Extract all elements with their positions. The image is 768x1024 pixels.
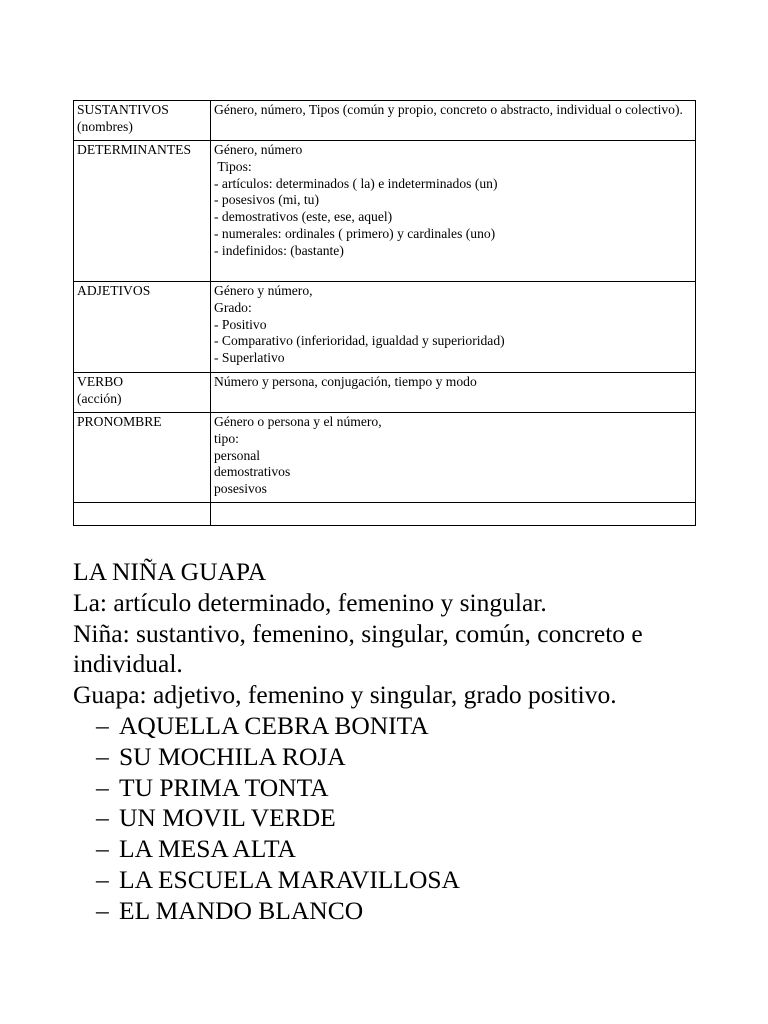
dash-bullet: – xyxy=(96,772,109,802)
category-line: ADJETIVOS xyxy=(77,283,151,298)
category-cell xyxy=(74,141,211,282)
dash-bullet: – xyxy=(96,710,109,740)
analysis-section xyxy=(73,557,713,927)
properties-cell xyxy=(211,413,696,503)
property-line: demostrativos xyxy=(214,464,291,480)
analysis-line: Niña: sustantivo, femenino, singular, común, concreto e individual. xyxy=(73,618,643,679)
dash-bullet: – xyxy=(96,741,109,771)
property-line: - demostrativos (este, ese, aquel) xyxy=(214,209,393,225)
phrase-text: AQUELLA CEBRA BONITA xyxy=(119,710,429,740)
property-line: Grado: xyxy=(214,299,252,315)
category-cell xyxy=(74,101,211,141)
property-line: Género o persona y el número, xyxy=(214,414,382,429)
phrase-text: SU MOCHILA ROJA xyxy=(119,741,346,771)
table-row xyxy=(74,373,696,413)
property-line: Número y persona, conjugación, tiempo y modo xyxy=(214,374,477,389)
category-cell xyxy=(74,373,211,413)
analysis-heading: LA NIÑA GUAPA xyxy=(73,557,267,586)
table-row-empty xyxy=(74,503,696,526)
dash-bullet: – xyxy=(96,895,109,925)
category-line: DETERMINANTES xyxy=(77,142,192,157)
table-row xyxy=(74,413,696,503)
properties-cell xyxy=(211,503,696,526)
properties-cell xyxy=(211,282,696,373)
property-line: - Superlativo xyxy=(214,350,285,366)
category-line: VERBO xyxy=(77,374,124,389)
phrase-text: UN MOVIL VERDE xyxy=(119,803,336,833)
properties-cell xyxy=(211,373,696,413)
phrase-text: LA MESA ALTA xyxy=(119,834,296,864)
property-line: - Comparativo (inferioridad, igualdad y superioridad) xyxy=(214,333,505,349)
phrase-list xyxy=(73,711,713,927)
analysis-line: La: artículo determinado, femenino y singular. xyxy=(73,587,547,617)
dash-bullet: – xyxy=(96,803,109,833)
properties-cell xyxy=(211,141,696,282)
table-row xyxy=(74,282,696,373)
table-row xyxy=(74,141,696,282)
list-item xyxy=(96,773,713,804)
property-line: Género, número, Tipos (común y propio, concreto o abstracto, individual o colectivo). xyxy=(214,102,683,117)
list-item xyxy=(96,803,713,834)
category-cell xyxy=(74,503,211,526)
properties-cell xyxy=(211,101,696,141)
property-line: - Positivo xyxy=(214,316,267,332)
phrase-text: LA ESCUELA MARAVILLOSA xyxy=(119,864,460,894)
property-line: posesivos xyxy=(214,481,267,497)
property-line: - artículos: determinados ( la) e indeterminados (un) xyxy=(214,175,498,191)
category-line: SUSTANTIVOS xyxy=(77,102,169,117)
list-item xyxy=(96,834,713,865)
table-row xyxy=(74,101,696,141)
property-line: tipo: xyxy=(214,430,239,446)
list-item xyxy=(96,742,713,773)
property-line: Género y número, xyxy=(214,283,313,298)
dash-bullet: – xyxy=(96,864,109,894)
analysis-line: Guapa: adjetivo, femenino y singular, grado positivo. xyxy=(73,680,617,710)
category-line: (acción) xyxy=(77,390,122,406)
grammar-table xyxy=(73,100,696,526)
dash-bullet: – xyxy=(96,834,109,864)
category-line: (nombres) xyxy=(77,118,133,134)
category-cell xyxy=(74,282,211,373)
phrase-text: TU PRIMA TONTA xyxy=(119,772,329,802)
list-item xyxy=(96,711,713,742)
category-cell xyxy=(74,413,211,503)
property-line: Género, número xyxy=(214,142,303,157)
property-line: Tipos: xyxy=(214,158,252,174)
category-line: PRONOMBRE xyxy=(77,414,162,429)
property-line: - posesivos (mi, tu) xyxy=(214,192,319,208)
property-line: - indefinidos: (bastante) xyxy=(214,242,344,258)
phrase-text: EL MANDO BLANCO xyxy=(119,895,364,925)
list-item xyxy=(96,896,713,927)
property-line: personal xyxy=(214,447,261,463)
property-line: - numerales: ordinales ( primero) y cardinales (uno) xyxy=(214,225,496,241)
list-item xyxy=(96,865,713,896)
